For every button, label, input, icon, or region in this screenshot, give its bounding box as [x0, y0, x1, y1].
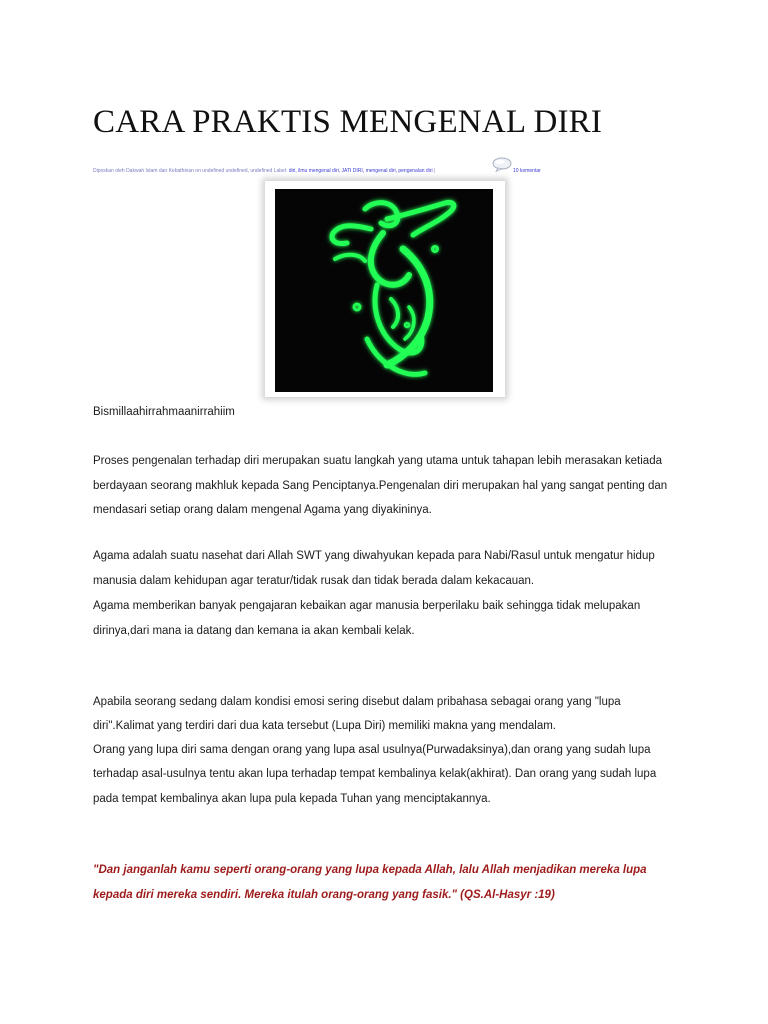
paragraph-line: diri".Kalimat yang terdiri dari dua kata tersebut (Lupa Diri) memiliki makna yang mendalam. — [93, 720, 556, 732]
paragraph-line: berdayaan seorang makhluk kepada Sang Penciptanya.Pengenalan diri merupakan hal yang sangat penting dan — [93, 480, 668, 492]
page-title: CARA PRAKTIS MENGENAL DIRI — [93, 104, 603, 140]
paragraph-line: Proses pengenalan terhadap diri merupakan suatu langkah yang utama untuk tahapan lebih merasakan ketiada — [93, 455, 662, 467]
paragraph-line: mendasari setiap orang dalam mengenal Agama yang diyakininya. — [93, 504, 432, 516]
quran-quote-line: kepada diri mereka sendiri. Mereka itulah orang-orang yang fasik." (QS.Al-Hasyr :19) — [93, 889, 555, 901]
comment-bubble-icon[interactable] — [491, 157, 513, 172]
paragraph-line: pada tempat kembalinya akan lupa pula kepada Tuhan yang menciptakannya. — [93, 793, 491, 805]
quran-quote-line: "Dan janganlah kamu seperti orang-orang yang lupa kepada Allah, lalu Allah menjadikan mereka lupa — [93, 864, 647, 876]
post-labels-link[interactable]: diri, ilmu mengenal diri, JATI DIRI, mengenal diri, pengenalan diri — [288, 168, 433, 174]
paragraph-line: Orang yang lupa diri sama dengan orang yang lupa asal usulnya(Purwadaksinya),dan orang yang sudah lupa — [93, 744, 651, 756]
calligraphy-image — [275, 189, 493, 392]
paragraph-line: Apabila seorang sedang dalam kondisi emosi sering disebut dalam pribahasa sebagai orang yang "lupa — [93, 696, 621, 708]
paragraph-line: terhadap asal-usulnya tentu akan lupa terhadap tempat kembalinya kelak(akhirat). Dan orang yang sudah lupa — [93, 768, 657, 780]
article-image-frame — [265, 181, 505, 397]
meta-separator: | — [433, 168, 436, 174]
comments-link[interactable]: 10 komentar — [513, 168, 541, 174]
paragraph-line: Agama memberikan banyak pengajaran kebaikan agar manusia berperilaku baik sehingga tidak melupakan — [93, 600, 641, 612]
paragraph-line: manusia dalam kehidupan agar teratur/tidak rusak dan tidak berada dalam kekacauan. — [93, 575, 535, 587]
paragraph-line: Agama adalah suatu nasehat dari Allah SWT yang diwahyukan kepada para Nabi/Rasul untuk mengatur hidup — [93, 550, 655, 562]
post-meta — [93, 168, 435, 174]
paragraph-line: dirinya,dari mana ia datang dan kemana ia akan kembali kelak. — [93, 625, 415, 637]
post-meta-author: Diposkan oleh Dakwah Islam dan Kebathinan on undefined undefined, undefined Label: — [93, 168, 288, 174]
calligraphy-art-icon — [275, 189, 493, 392]
greeting-text: Bismillaahirrahmaanirrahiim — [93, 406, 235, 418]
